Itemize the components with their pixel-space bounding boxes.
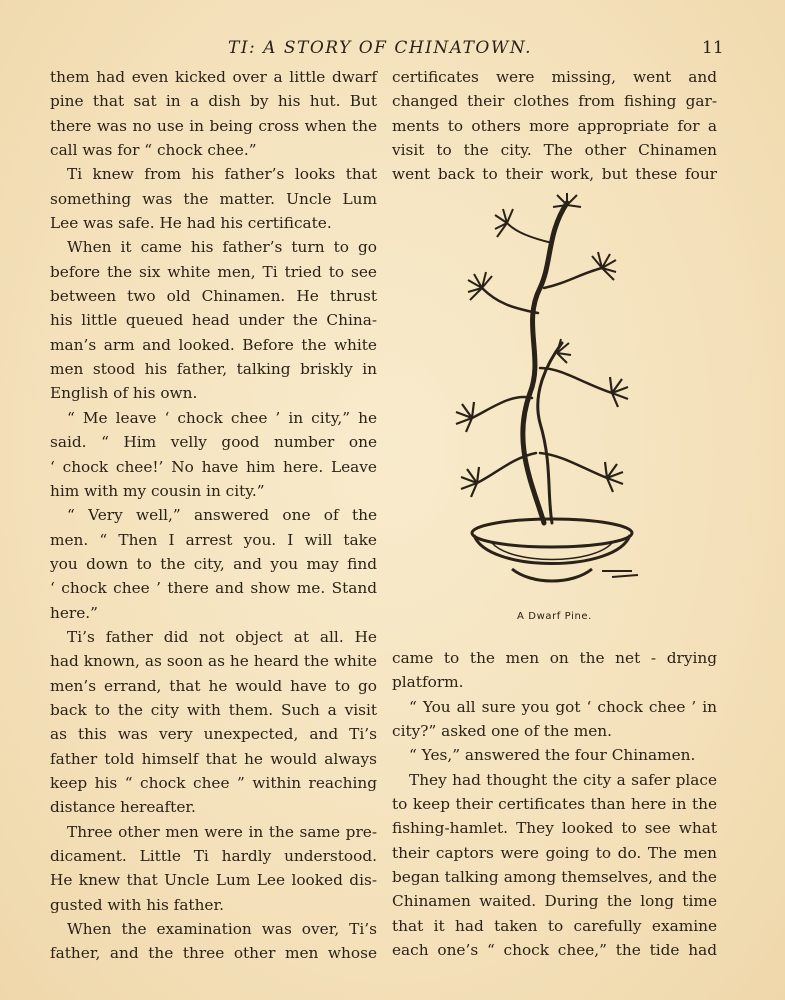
- figure-caption: A Dwarf Pine.: [517, 611, 592, 622]
- text-line: between two old Chinamen. He thrust: [50, 287, 377, 306]
- text-line: each one’s “ chock chee,” the tide had: [392, 941, 717, 960]
- text-line: man’s arm and looked. Before the white: [50, 335, 377, 354]
- text-line: city?” asked one of the men.: [392, 722, 612, 741]
- text-line: had known, as soon as he heard the white: [50, 652, 377, 671]
- text-line: back to the city with them. Such a visit: [50, 700, 377, 719]
- text-line: Three other men were in the same pre-: [67, 822, 377, 841]
- text-line: dicament. Little Ti hardly understood.: [50, 847, 377, 865]
- text-line: him with my cousin in city.”: [50, 481, 265, 500]
- text-line: visit to the city. The other Chinamen: [392, 141, 717, 160]
- left-text-column: [50, 65, 377, 966]
- text-line: changed their clothes from fishing gar-: [392, 92, 717, 111]
- text-line: Chinamen waited. During the long time: [392, 892, 717, 911]
- text-line: distance hereafter.: [50, 798, 196, 817]
- text-line: there was no use in being cross when the: [50, 116, 377, 135]
- text-line: keep his “ chock chee ” within reaching: [50, 773, 377, 792]
- text-line: here.”: [50, 603, 98, 622]
- text-line: came to the men on the net - drying: [392, 649, 717, 667]
- right-text-column-bottom: [392, 646, 717, 962]
- text-line: pine that sat in a dish by his hut. But: [50, 92, 377, 111]
- text-line: ‘ chock chee ’ there and show me. Stand: [50, 579, 377, 598]
- text-line: fishing-hamlet. They looked to see what: [392, 819, 717, 838]
- text-line: men. “ Then I arrest you. I will take: [50, 530, 377, 549]
- text-line: “ Very well,” answered one of the: [67, 506, 377, 525]
- text-line: that it had taken to carefully examine: [392, 916, 717, 935]
- text-line: They had thought the city a safer place: [409, 770, 717, 789]
- text-line: something was the matter. Uncle Lum: [50, 189, 377, 208]
- text-line: to keep their certificates than here in the: [392, 795, 717, 814]
- dwarf-pine-figure: [392, 193, 717, 633]
- text-line: ments to others more appropriate for a: [392, 116, 717, 135]
- text-line: went back to their work, but these four: [392, 165, 717, 184]
- text-line: men stood his father, talking briskly in: [50, 360, 377, 379]
- text-line: began talking among themselves, and the: [392, 868, 717, 887]
- text-line: English of his own.: [50, 384, 198, 403]
- text-line: as this was very unexpected, and Ti’s: [50, 725, 377, 744]
- text-line: father, and the three other men whose: [50, 944, 377, 963]
- page-header: [0, 32, 785, 62]
- right-text-column-top: [392, 65, 717, 187]
- text-line: father told himself that he would always: [50, 749, 377, 768]
- text-line: He knew that Uncle Lum Lee looked dis-: [50, 871, 377, 890]
- text-line: ‘ chock chee!’ No have him here. Leave: [50, 457, 377, 476]
- text-line: call was for “ chock chee.”: [50, 141, 257, 160]
- text-line: Lee was safe. He had his certificate.: [50, 214, 332, 233]
- text-line: Ti knew from his father’s looks that: [67, 165, 377, 184]
- text-line: platform.: [392, 673, 464, 692]
- running-title: TI: A STORY OF CHINATOWN.: [228, 38, 533, 58]
- text-line: When it came his father’s turn to go: [67, 238, 377, 257]
- text-line: “ You all sure you got ‘ chock chee ’ in: [409, 697, 717, 716]
- text-line: their captors were going to do. The men: [392, 843, 717, 862]
- text-line: them had even kicked over a little dwarf: [50, 68, 377, 86]
- text-line: you down to the city, and you may find: [50, 554, 377, 573]
- text-line: certificates were missing, went and: [392, 68, 717, 86]
- text-line: gusted with his father.: [50, 895, 224, 914]
- text-line: said. “ Him velly good number one: [50, 433, 377, 452]
- text-line: men’s errand, that he would have to go: [50, 676, 377, 695]
- text-line: “ Me leave ‘ chock chee ’ in city,” he: [67, 408, 377, 427]
- text-line: his little queued head under the China-: [50, 311, 377, 330]
- text-line: Ti’s father did not object at all. He: [67, 627, 377, 646]
- text-line: before the six white men, Ti tried to see: [50, 262, 377, 281]
- page-number: 11: [702, 38, 724, 58]
- text-line: “ Yes,” answered the four Chinamen.: [409, 746, 696, 765]
- text-line: When the examination was over, Ti’s: [67, 920, 377, 939]
- dwarf-pine-illustration: [452, 193, 652, 605]
